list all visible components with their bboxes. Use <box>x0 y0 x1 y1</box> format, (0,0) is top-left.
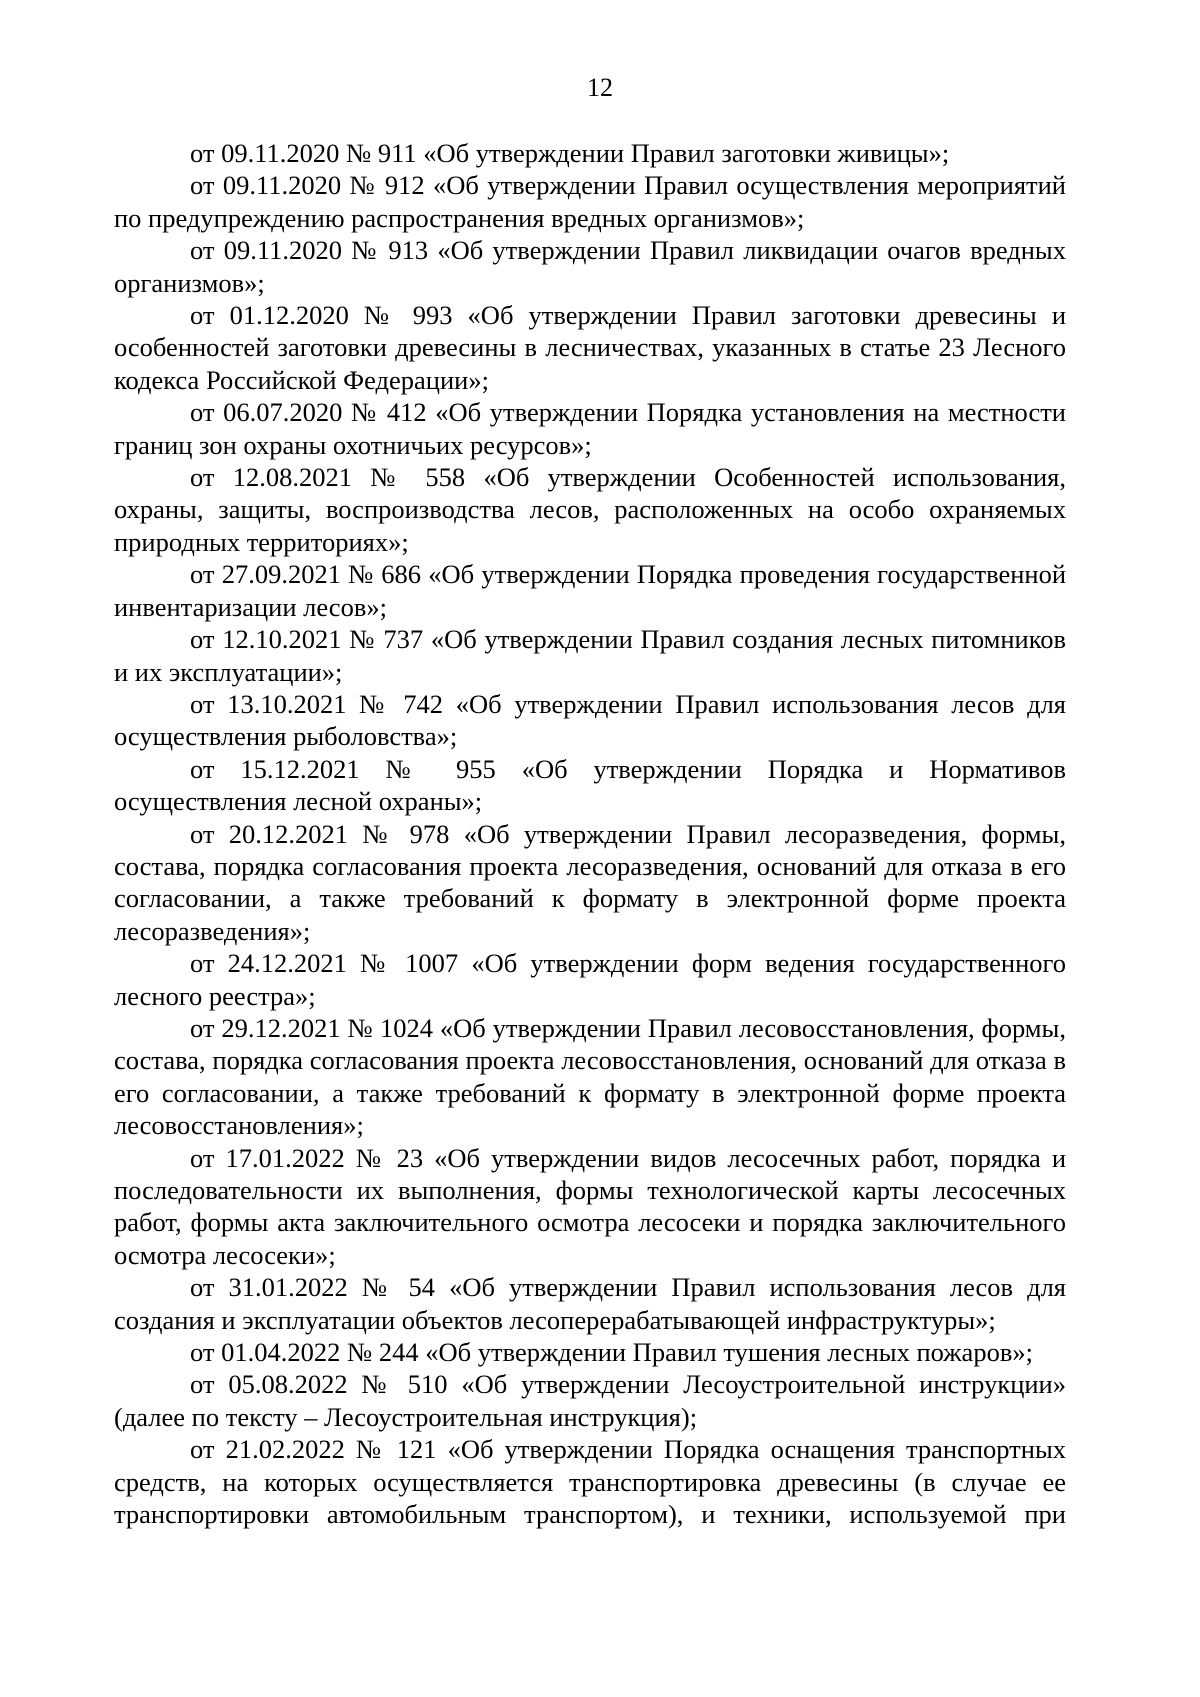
page-number: 12 <box>587 73 613 102</box>
list-item: от 17.01.2022 № 23 «Об утверждении видов лесосечных работ, порядка и последовательности их выполнения, формы технологической карты лесосечных работ, формы акта заключительного осмотра лесосеки и порядка заключительного осмотра лесосеки»; <box>114 1142 1066 1270</box>
list-item: от 13.10.2021 № 742 «Об утверждении Правил использования лесов для осуществления рыболовства»; <box>114 688 1066 752</box>
list-item: от 05.08.2022 № 510 «Об утверждении Лесоустроительной инструкции» (далее по тексту – Лесоустроительная инструкция); <box>114 1369 1066 1432</box>
list-item: от 20.12.2021 № 978 «Об утверждении Правил лесоразведения, формы, состава, порядка согласования проекта лесоразведения, оснований для отказа в его согласовании, а также требований к формату в электронной форме проекта лесоразведения»; <box>114 818 1066 946</box>
list-item: от 09.11.2020 № 913 «Об утверждении Правил ликвидации очагов вредных организмов»; <box>114 235 1066 298</box>
list-item: от 12.08.2021 № 558 «Об утверждении Особенностей использования, охраны, защиты, воспроизводства лесов, расположенных на особо охраняемых природных территориях»; <box>114 462 1066 557</box>
list-item: от 15.12.2021 № 955 «Об утверждении Порядка и Нормативов осуществления лесной охраны»; <box>114 753 1066 817</box>
list-item: от 24.12.2021 № 1007 «Об утверждении форм ведения государственного лесного реестра»; <box>114 948 1066 1011</box>
list-item: от 06.07.2020 № 412 «Об утверждении Порядка установления на местности границ зон охраны охотничьих ресурсов»; <box>114 397 1066 460</box>
list-item: от 09.11.2020 № 912 «Об утверждении Правил осуществления мероприятий по предупреждению распространения вредных организмов»; <box>114 170 1066 233</box>
list-item: от 31.01.2022 № 54 «Об утверждении Правил использования лесов для создания и эксплуатации объектов лесоперерабатывающей инфраструктуры»; <box>114 1272 1066 1335</box>
list-item: от 01.12.2020 № 993 «Об утверждении Правил заготовки древесины и особенностей заготовки древесины в лесничествах, указанных в статье 23 Лесного кодекса Российской Федерации»; <box>114 300 1066 395</box>
list-item: от 21.02.2022 № 121 «Об утверждении Порядка оснащения транспортных средств, на которых осуществляется транспортировка древесины (в случае ее транспортировки автомобильным транспортом), и техники, используемой при <box>114 1434 1066 1530</box>
list-item: от 12.10.2021 № 737 «Об утверждении Правил создания лесных питомников и их эксплуатации»; <box>114 624 1066 687</box>
list-item: от 29.12.2021 № 1024 «Об утверждении Правил лесовосстановления, формы, состава, порядка согласования проекта лесовосстановления, оснований для отказа в его согласовании, а также требований к формату в электронной форме проекта лесовосстановления»; <box>114 1012 1066 1141</box>
document-body <box>114 137 1066 1530</box>
list-item: от 01.04.2022 № 244 «Об утверждении Правил тушения лесных пожаров»; <box>190 1337 1033 1368</box>
list-item: от 27.09.2021 № 686 «Об утверждении Порядка проведения государственной инвентаризации лесов»; <box>114 559 1066 622</box>
list-item: от 09.11.2020 № 911 «Об утверждении Правил заготовки живицы»; <box>190 138 950 168</box>
